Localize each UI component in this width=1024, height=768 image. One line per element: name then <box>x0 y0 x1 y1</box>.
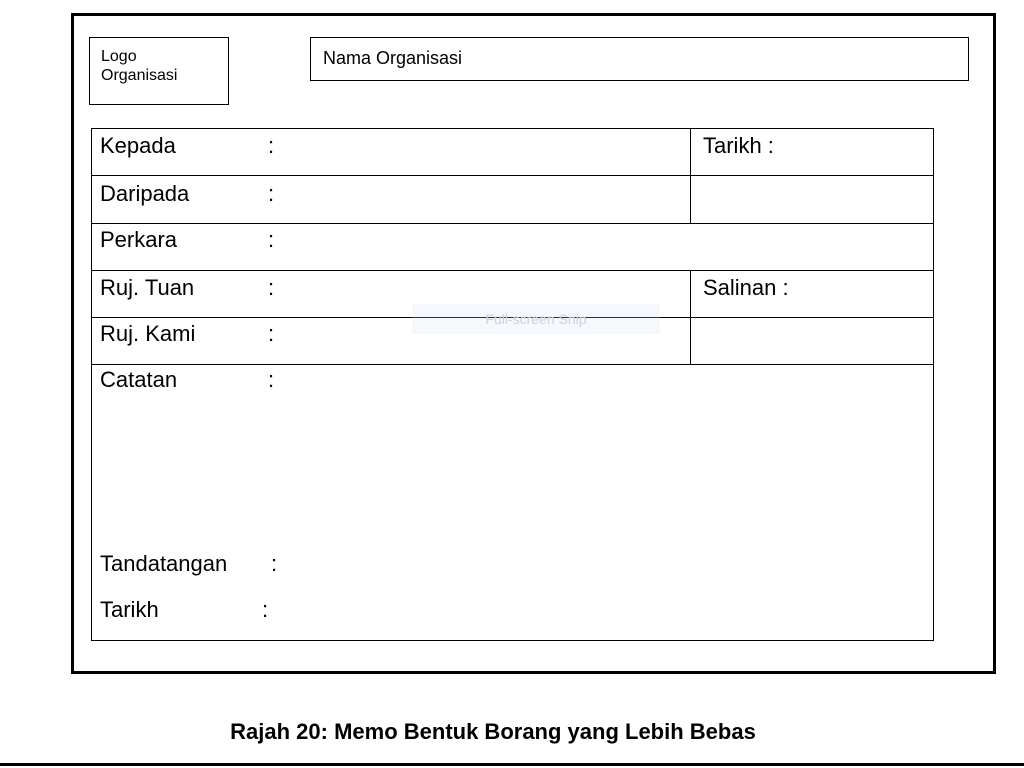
divider-perkara <box>92 270 933 271</box>
bottom-rule <box>0 763 1024 766</box>
label-catatan: Catatan <box>100 367 178 392</box>
logo-placeholder <box>89 37 229 105</box>
logo-label-line2: Organisasi <box>101 67 178 84</box>
colon-ruj-kami: : <box>268 321 275 346</box>
label-tandatangan: Tandatangan <box>100 551 228 576</box>
organisation-name: Nama Organisasi <box>323 48 463 68</box>
colon-daripada: : <box>268 181 275 206</box>
colon-perkara: : <box>268 227 275 252</box>
divider-daripada <box>92 223 933 224</box>
figure-caption: Rajah 20: Memo Bentuk Borang yang Lebih Bebas <box>230 719 756 744</box>
label-tarikh: Tarikh : <box>703 133 774 158</box>
label-tarikh-bottom: Tarikh <box>100 597 159 622</box>
label-daripada: Daripada <box>100 181 190 206</box>
label-salinan: Salinan : <box>703 275 789 300</box>
divider-right-column-middle <box>690 270 691 364</box>
divider-ruj-kami <box>92 364 933 365</box>
divider-right-column-top <box>690 129 691 223</box>
label-ruj-tuan: Ruj. Tuan <box>100 275 195 300</box>
label-perkara: Perkara <box>100 227 178 252</box>
divider-kepada <box>92 175 933 176</box>
colon-catatan: : <box>268 367 275 392</box>
logo-label-line1: Logo <box>101 48 137 65</box>
memo-form-table <box>91 128 934 641</box>
colon-tandatangan: : <box>271 551 278 576</box>
snip-overlay: Full-screen Snip <box>412 304 660 334</box>
colon-ruj-tuan: : <box>268 275 275 300</box>
label-kepada: Kepada <box>100 133 176 158</box>
label-ruj-kami: Ruj. Kami <box>100 321 196 346</box>
colon-kepada: : <box>268 133 275 158</box>
organisation-name-box <box>310 37 969 81</box>
colon-tarikh-bottom: : <box>262 597 269 622</box>
